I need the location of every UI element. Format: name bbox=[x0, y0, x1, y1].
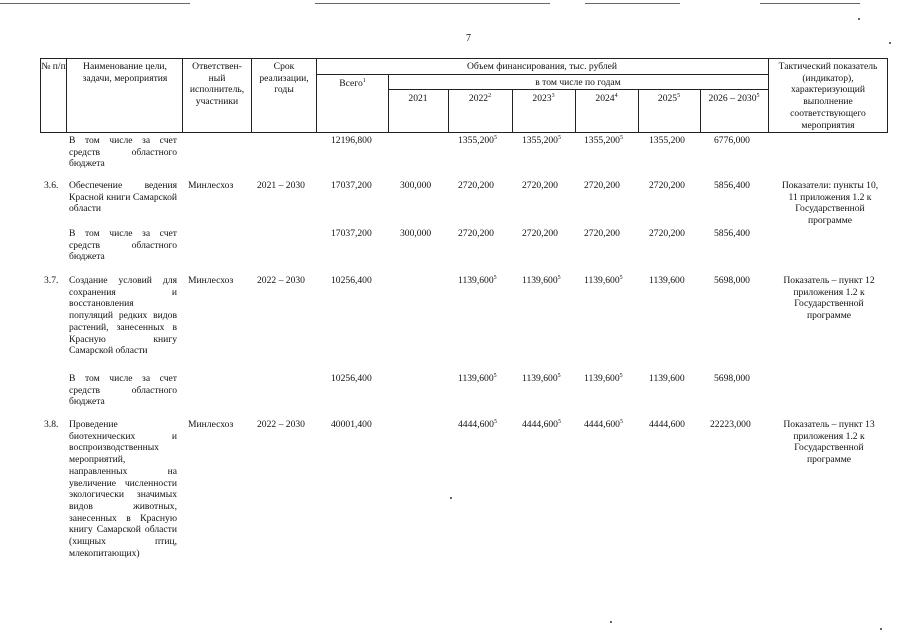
row-2022: 1139,600$^5$ bbox=[458, 275, 497, 286]
row-indicator: Показатели: пункты 10, 11 приложения 1.2 к Государственной программе bbox=[781, 180, 879, 227]
header-year-2021: 2021 bbox=[408, 93, 428, 104]
row-name: В том числе за счет средств областного бюджета bbox=[69, 373, 177, 408]
row-2025: 1355,200 bbox=[649, 135, 685, 146]
row-num: 3.8. bbox=[44, 419, 59, 430]
header-indicator: Тактический показатель (индикатор), характеризующий выполнение соответствующего мероприятия bbox=[778, 61, 878, 131]
header-year-2023: 2023$^3$ bbox=[532, 93, 555, 104]
header-total: Всего$^1$ bbox=[339, 78, 366, 89]
row-2022: 1139,600$^5$ bbox=[458, 373, 497, 384]
row-name: Создание условий для сохранения и восстановления популяций редких видов растений, занесенных в Красную книгу Самарской области bbox=[69, 275, 177, 357]
row-2025: 2720,200 bbox=[649, 228, 685, 239]
row-2026-2030: 5698,000 bbox=[714, 275, 750, 286]
row-2025: 2720,200 bbox=[649, 180, 685, 191]
row-2022: 4444,600$^5$ bbox=[458, 419, 497, 430]
row-2023: 2720,200 bbox=[522, 228, 558, 239]
row-2024: 1139,600$^5$ bbox=[584, 373, 623, 384]
row-num: 3.6. bbox=[44, 180, 59, 191]
header-responsible: Ответствен-ный исполнитель, участники bbox=[189, 61, 245, 108]
header-year-2026-2030: 2026 – 2030$^5$ bbox=[708, 93, 760, 104]
row-responsible: Минлесхоз bbox=[188, 275, 234, 286]
row-2024: 4444,600$^5$ bbox=[584, 419, 623, 430]
header-year-2025: 2025$^5$ bbox=[657, 93, 681, 104]
row-2025: 1139,600 bbox=[649, 373, 685, 384]
row-term: 2021 – 2030 bbox=[257, 180, 305, 191]
row-responsible: Минлесхоз bbox=[188, 419, 234, 430]
row-2026-2030: 22223,000 bbox=[710, 419, 751, 430]
row-2025: 4444,600 bbox=[649, 419, 685, 430]
header-financing: Объем финансирования, тыс. рублей bbox=[466, 61, 618, 72]
row-responsible: Минлесхоз bbox=[188, 180, 234, 191]
row-total: 17037,200 bbox=[331, 228, 372, 239]
scan-line bbox=[315, 3, 550, 4]
row-total: 10256,400 bbox=[331, 373, 372, 384]
scan-speck bbox=[880, 628, 882, 630]
scan-speck bbox=[889, 42, 891, 44]
row-name: Обеспечение ведения Красной книги Самарской области bbox=[69, 180, 177, 215]
row-2022: 1355,200$^5$ bbox=[458, 135, 497, 146]
header-year-2022: 2022$^2$ bbox=[468, 93, 492, 104]
row-2023: 4444,600$^5$ bbox=[522, 419, 561, 430]
row-total: 10256,400 bbox=[331, 275, 372, 286]
row-2026-2030: 5856,400 bbox=[714, 228, 750, 239]
row-total: 17037,200 bbox=[331, 180, 372, 191]
row-2022: 2720,200 bbox=[458, 228, 494, 239]
header-year-2024: 2024$^4$ bbox=[595, 93, 618, 104]
row-2025: 1139,600 bbox=[649, 275, 685, 286]
row-2022: 2720,200 bbox=[458, 180, 494, 191]
row-2026-2030: 5856,400 bbox=[714, 180, 750, 191]
scan-speck bbox=[610, 621, 612, 623]
row-term: 2022 – 2030 bbox=[257, 275, 305, 286]
scan-line bbox=[760, 3, 860, 4]
row-2023: 1139,600$^5$ bbox=[522, 373, 561, 384]
row-indicator: Показатель – пункт 13 приложения 1.2 к Государственной программе bbox=[783, 419, 875, 466]
scan-line bbox=[0, 3, 190, 4]
row-term: 2022 – 2030 bbox=[257, 419, 305, 430]
scan-speck bbox=[450, 497, 452, 499]
page-number: 7 bbox=[466, 33, 471, 44]
row-total: 40001,400 bbox=[331, 419, 372, 430]
row-name: В том числе за счет средств областного бюджета bbox=[69, 135, 177, 170]
scan-line bbox=[585, 3, 680, 4]
row-name: Проведение биотехнических и воспроизводственных мероприятий, направленных на увеличение численности экологически значимых видов животных, занесенных в Красную книгу Самарской области (хищных птиц, млекопитающих) bbox=[69, 419, 177, 559]
row-2023: 1355,200$^5$ bbox=[522, 135, 561, 146]
row-2021: 300,000 bbox=[400, 228, 432, 239]
row-2023: 1139,600$^5$ bbox=[522, 275, 561, 286]
row-2026-2030: 6776,000 bbox=[714, 135, 750, 146]
header-num: № п/п bbox=[41, 61, 66, 72]
header-term: Срок реализации, годы bbox=[259, 61, 309, 96]
header-by-years: в том числе по годам bbox=[535, 77, 621, 88]
scan-speck bbox=[858, 18, 860, 20]
row-2024: 2720,200 bbox=[584, 180, 620, 191]
row-indicator: Показатель – пункт 12 приложения 1.2 к Государственной программе bbox=[783, 275, 875, 322]
row-2024: 1355,200$^5$ bbox=[584, 135, 623, 146]
row-2021: 300,000 bbox=[400, 180, 432, 191]
row-2023: 2720,200 bbox=[522, 180, 558, 191]
row-2024: 1139,600$^5$ bbox=[584, 275, 623, 286]
row-2024: 2720,200 bbox=[584, 228, 620, 239]
row-num: 3.7. bbox=[44, 275, 59, 286]
header-name: Наименование цели, задачи, мероприятия bbox=[82, 61, 168, 84]
row-2026-2030: 5698,000 bbox=[714, 373, 750, 384]
row-name: В том числе за счет средств областного бюджета bbox=[69, 228, 177, 263]
row-total: 12196,800 bbox=[331, 135, 372, 146]
